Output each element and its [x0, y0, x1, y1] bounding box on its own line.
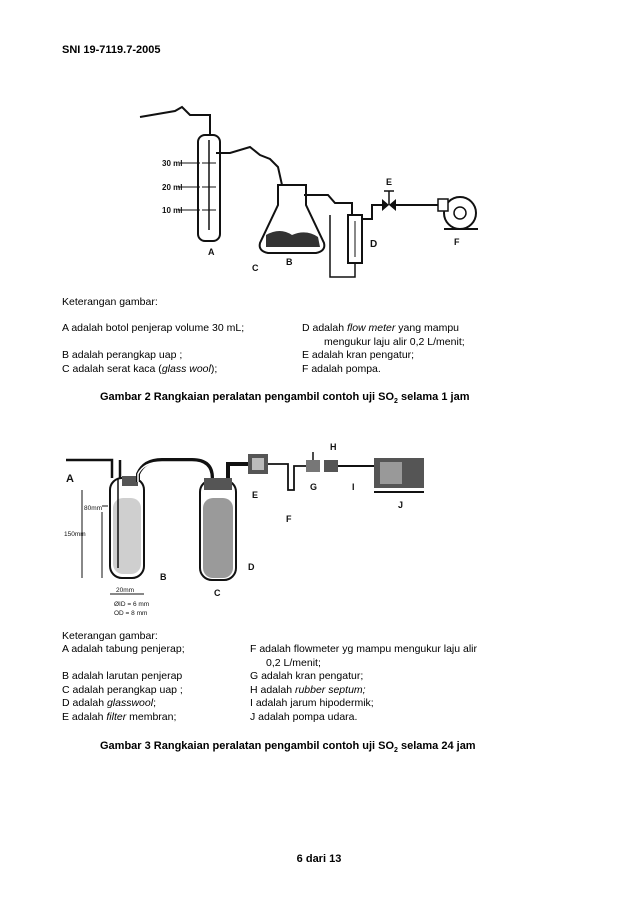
figure-3-legend-J: J adalah pompa udara. [250, 711, 358, 723]
figure-2-legend-C: C adalah serat kaca (glass wool); [62, 363, 218, 375]
page-number: 6 dari 13 [296, 853, 342, 865]
figure-3-legend-F: F adalah flowmeter yg mampu mengukur laju alir [250, 643, 478, 655]
label-fig3-D: D [248, 562, 255, 572]
figure-2-legend-B: B adalah perangkap uap ; [62, 349, 183, 361]
figure-3-legend-D: D adalah glasswool; [62, 697, 156, 709]
label-fig2-B: B [286, 257, 293, 267]
label-fig3-G: G [310, 482, 318, 492]
label-fig2-D: D [370, 239, 378, 250]
label-fig3-dim-80mm: 80mm [84, 505, 103, 512]
label-fig3-od: OD = 8 mm [114, 610, 148, 617]
label-20ml: 20 ml [162, 183, 183, 192]
document-id: SNI 19-7119.7-2005 [62, 44, 161, 56]
figure-2-legend-F: F adalah pompa. [302, 363, 381, 375]
figure-3-legend-E: E adalah filter membran; [62, 711, 177, 723]
label-fig2-F: F [454, 237, 460, 247]
figure-3-legend-H: H adalah rubber septum; [250, 684, 366, 696]
figure-3-legend-I: I adalah jarum hipodermik; [250, 697, 374, 709]
label-fig3-dim-150mm: 150mm [64, 531, 86, 538]
label-fig2-E: E [386, 177, 393, 187]
label-fig3-E: E [252, 490, 259, 500]
label-fig3-F: F [286, 514, 292, 524]
figure-3-legend-title: Keterangan gambar: [62, 630, 158, 642]
label-fig3-H: H [330, 442, 337, 452]
label-fig3-J: J [398, 500, 404, 510]
figure-2-legend-D: D adalah flow meter yang mampu [302, 322, 460, 334]
label-fig3-id: ØID = 6 mm [114, 601, 150, 608]
label-fig3-I: I [352, 482, 355, 492]
figure-2-legend-A: A adalah botol penjerap volume 30 mL; [62, 322, 245, 334]
figure-3-legend-A: A adalah tabung penjerap; [62, 643, 185, 655]
label-fig2-C: C [252, 263, 259, 273]
figure-2-diagram [120, 95, 495, 285]
figure-2-caption: Gambar 2 Rangkaian peralatan pengambil contoh uji $SO_2$ selama 1 jam [100, 391, 470, 406]
figure-2-legend-E: E adalah kran pengatur; [302, 349, 415, 361]
figure-2-legend-title: Keterangan gambar: [62, 296, 158, 308]
label-fig3-A: A [66, 473, 74, 485]
figure-3-caption: Gambar 3 Rangkaian peralatan pengambil contoh uji $SO_2$ selama 24 jam [100, 740, 476, 755]
label-30ml: 30 ml [162, 159, 183, 168]
label-10ml: 10 ml [162, 206, 183, 215]
figure-3-legend-G: G adalah kran pengatur; [250, 670, 364, 682]
figure-3-legend-C: C adalah perangkap uap ; [62, 684, 183, 696]
figure-2-legend-D-line2: mengukur laju alir 0,2 L/menit; [324, 336, 465, 348]
label-fig2-A: A [208, 247, 215, 257]
label-fig3-dim-20mm: 20mm [116, 587, 135, 594]
label-fig3-C: C [214, 588, 221, 598]
label-fig3-B: B [160, 572, 167, 582]
figure-3-diagram [62, 438, 432, 626]
figure-3-legend-F-line2: 0,2 L/menit; [266, 657, 321, 669]
figure-3-legend-B: B adalah larutan penjerap [62, 670, 183, 682]
